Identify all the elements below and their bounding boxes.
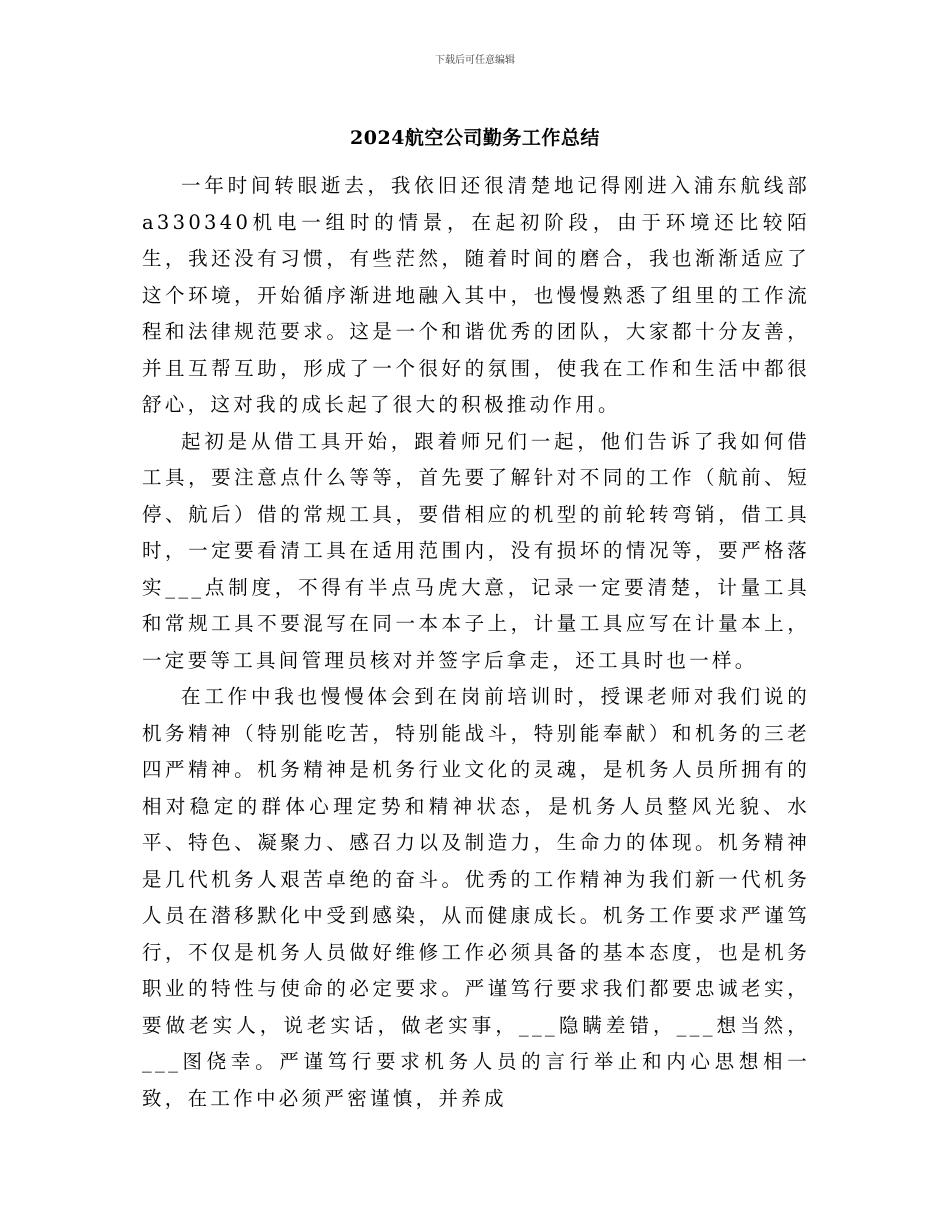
paragraph: 一年时间转眼逝去，我依旧还很清楚地记得刚进入浦东航线部a330340机电一组时的情景，在起初阶段，由于环境还比较陌生，我还没有习惯，有些茫然，随着时间的磨合，我也渐渐适应了这个环境，开始循序渐进地融入其中，也慢慢熟悉了组里的工作流程和法律规范要求。这是一个和谐优秀的团队，大家都十分友善，并且互帮互助，形成了一个很好的氛围，使我在工作和生活中都很舒心，这对我的成长起了很大的积极推动作用。: [142, 174, 810, 416]
paragraph: 在工作中我也慢慢体会到在岗前培训时，授课老师对我们说的机务精神（特别能吃苦，特别能战斗，特别能奉献）和机务的三老四严精神。机务精神是机务行业文化的灵魂，是机务人员所拥有的相对稳定的群体心理定势和精神状态，是机务人员整风光貌、水平、特色、凝聚力、感召力以及制造力，生命力的体现。机务精神是几代机务人艰苦卓绝的奋斗。优秀的工作精神为我们新一代机务人员在潜移默化中受到感染，从而健康成长。机务工作要求严谨笃行，不仅是机务人员做好维修工作必须具备的基本态度，也是机务职业的特性与使命的必定要求。严谨笃行要求我们都要忠诚老实，要做老实人，说老实话，做老实事，___隐瞒差错，___想当然，___图侥幸。严谨笃行要求机务人员的言行举止和内心思想相一致，在工作中必须严密谨慎，并养成: [142, 685, 810, 1110]
page-header-note: 下载后可任意编辑: [435, 55, 515, 66]
document-body: [142, 168, 810, 1117]
document-title: 2024航空公司勤务工作总结: [350, 127, 600, 149]
paragraph: 起初是从借工具开始，跟着师兄们一起，他们告诉了我如何借工具，要注意点什么等等，首先要了解针对不同的工作（航前、短停、航后）借的常规工具，要借相应的机型的前轮转弯销，借工具时，一定要看清工具在适用范围内，没有损坏的情况等，要严格落实___点制度，不得有半点马虎大意，记录一定要清楚，计量工具和常规工具不要混写在同一本本子上，计量工具应写在计量本上，一定要等工具间管理员核对并签字后拿走，还工具时也一样。: [142, 429, 810, 672]
